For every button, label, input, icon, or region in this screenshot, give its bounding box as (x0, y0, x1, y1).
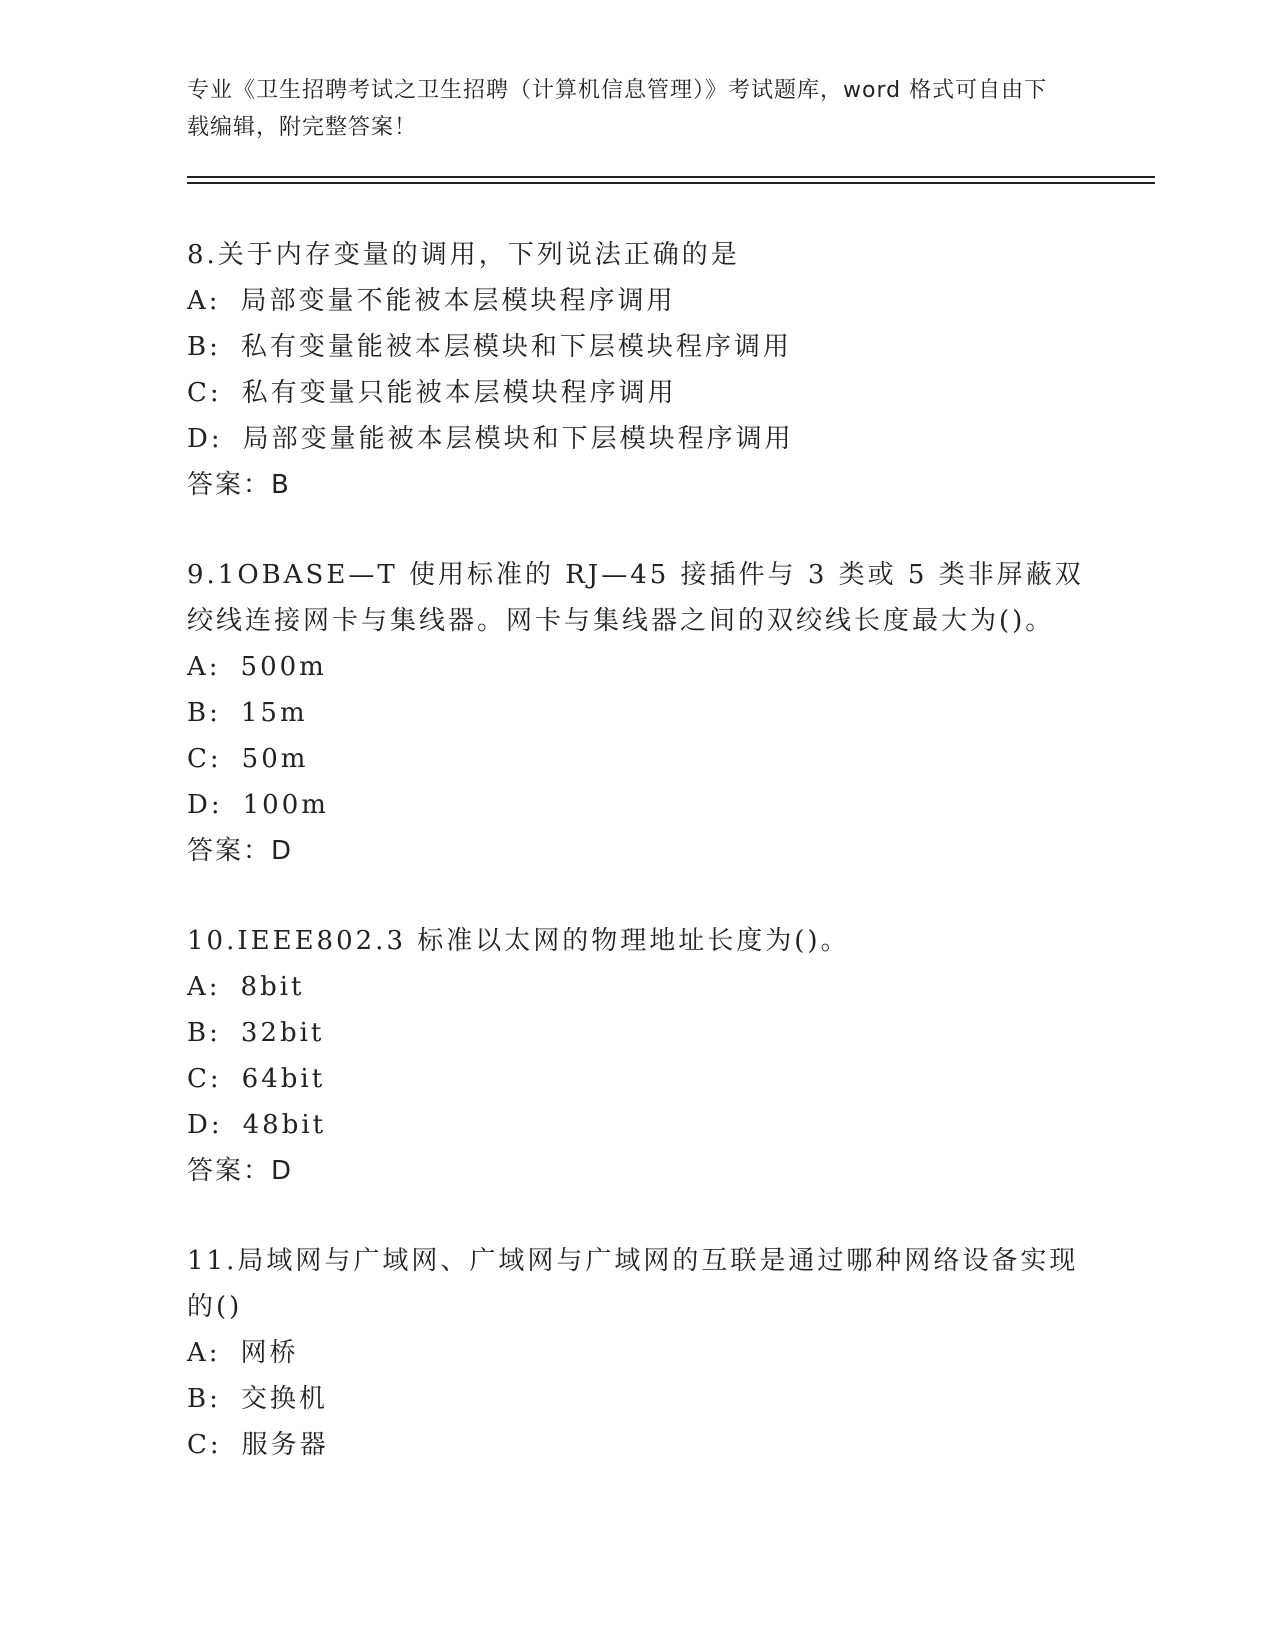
option-letter: D: (187, 790, 223, 820)
option-letter: A: (187, 972, 221, 1002)
option-letter: D: (187, 1110, 223, 1140)
option-text: 8bit (240, 972, 305, 1002)
option-a (187, 1330, 1087, 1376)
option-letter: B: (187, 1384, 221, 1414)
option-letter: C: (187, 378, 222, 408)
option-letter: B: (187, 698, 221, 728)
option-text: 服务器 (241, 1430, 329, 1460)
option-text: 500m (240, 652, 327, 682)
option-text: 48bit (242, 1110, 327, 1140)
option-d (187, 416, 1087, 462)
question-item (187, 1238, 1087, 1468)
header-divider-line (187, 182, 1155, 184)
question-text: 11.局域网与广域网、广域网与广域网的互联是通过哪种网络设备实现的() (187, 1246, 1079, 1322)
question-item (187, 918, 1087, 1194)
question-item (187, 552, 1087, 874)
option-text: 局部变量能被本层模块和下层模块程序调用 (242, 424, 794, 454)
option-a (187, 644, 1087, 690)
option-c (187, 1056, 1087, 1102)
header-divider-line (187, 176, 1155, 178)
option-b (187, 690, 1087, 736)
question-list (187, 232, 1087, 1512)
option-text: 32bit (240, 1018, 325, 1048)
option-text: 64bit (241, 1064, 326, 1094)
option-letter: C: (187, 1430, 222, 1460)
option-text: 50m (241, 744, 309, 774)
option-b (187, 1376, 1087, 1422)
option-a (187, 964, 1087, 1010)
answer-text: 答案：D (187, 836, 294, 866)
option-letter: A: (187, 286, 221, 316)
option-letter: A: (187, 652, 221, 682)
option-letter: A: (187, 1338, 221, 1368)
option-d (187, 782, 1087, 828)
option-c (187, 370, 1087, 416)
option-text: 15m (240, 698, 308, 728)
question-text: 9.1OBASE—T 使用标准的 RJ—45 接插件与 3 类或 5 类非屏蔽双绞线连接网卡与集线器。网卡与集线器之间的双绞线长度最大为()。 (187, 560, 1084, 636)
option-b (187, 324, 1087, 370)
question-item (187, 232, 1087, 508)
option-c (187, 1422, 1087, 1468)
question-text: 10.IEEE802.3 标准以太网的物理地址长度为()。 (187, 926, 850, 956)
option-letter: D: (187, 424, 223, 454)
answer-text: 答案：B (187, 470, 291, 500)
option-d (187, 1102, 1087, 1148)
option-text: 私有变量能被本层模块和下层模块程序调用 (240, 332, 792, 362)
document-header: 专业《卫生招聘考试之卫生招聘（计算机信息管理）》考试题库，word 格式可自由下载编辑，附完整答案！ (187, 78, 1048, 140)
option-letter: C: (187, 744, 222, 774)
option-b (187, 1010, 1087, 1056)
question-text: 8.关于内存变量的调用，下列说法正确的是 (187, 240, 740, 270)
option-letter: B: (187, 1018, 221, 1048)
option-text: 交换机 (240, 1384, 328, 1414)
option-c (187, 736, 1087, 782)
option-a (187, 278, 1087, 324)
option-letter: B: (187, 332, 221, 362)
option-text: 私有变量只能被本层模块程序调用 (241, 378, 677, 408)
option-text: 局部变量不能被本层模块程序调用 (240, 286, 676, 316)
option-text: 100m (242, 790, 329, 820)
option-letter: C: (187, 1064, 222, 1094)
option-text: 网桥 (240, 1338, 299, 1368)
answer-text: 答案：D (187, 1156, 294, 1186)
